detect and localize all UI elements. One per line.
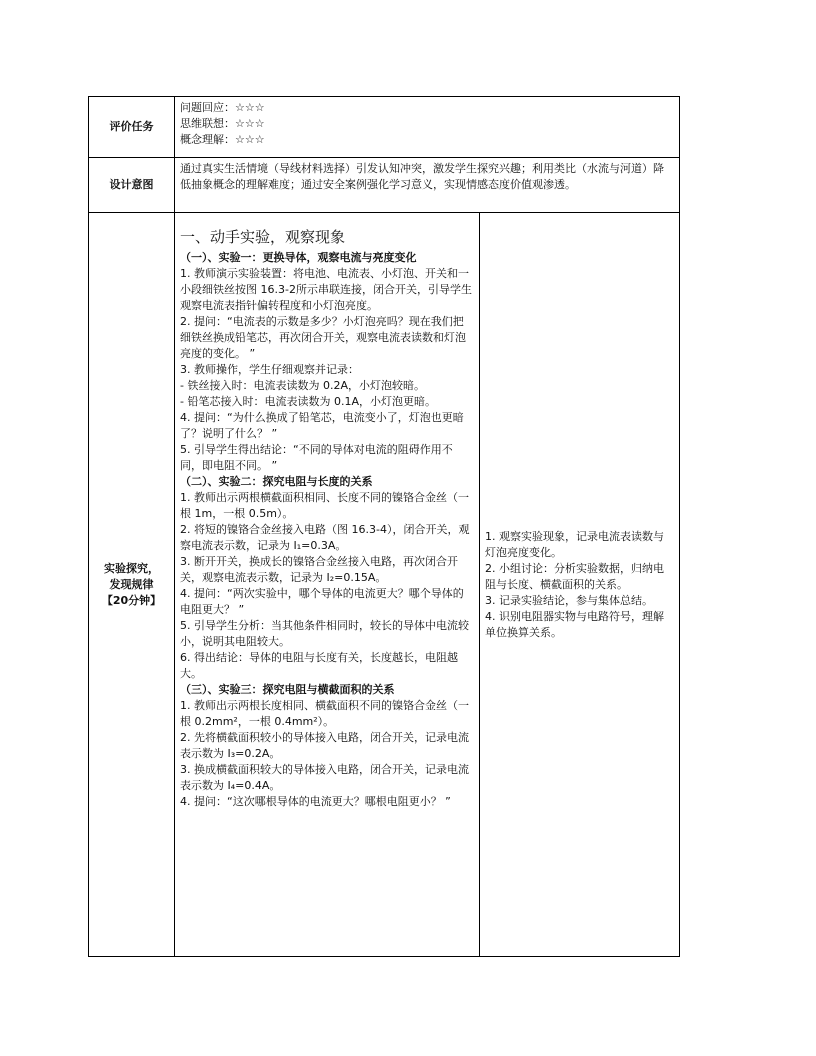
evaluation-item: 问题回应：☆☆☆	[180, 101, 265, 114]
experiment-duration: 【20分钟】	[101, 593, 162, 607]
teacher-activity-line: 4. 提问：“这次哪根导体的电流更大？哪根电阻更小？ ”	[180, 795, 451, 808]
lesson-plan-table	[88, 96, 680, 957]
design-intent-row	[89, 158, 680, 213]
teacher-activity-line: 5. 引导学生得出结论：“不同的导体对电流的阻碍作用不同，即电阻不同。 ”	[180, 443, 453, 472]
teacher-activity-line: 3. 换成横截面积较大的导体接入电路，闭合开关，记录电流表示数为 I₄=0.4A。	[180, 763, 469, 792]
teacher-activity-line: - 铅笔芯接入时：电流表读数为 0.1A，小灯泡更暗。	[180, 395, 436, 408]
evaluation-item: 思维联想：☆☆☆	[180, 117, 265, 130]
student-activity-line: 1. 观察实验现象，记录电流表读数与灯泡亮度变化。	[485, 529, 664, 559]
teacher-activity-line: 2. 先将横截面积较小的导体接入电路，闭合开关，记录电流表示数为 I₃=0.2A。	[180, 731, 469, 760]
teacher-activity-line: 6. 得出结论：导体的电阻与长度有关，长度越长，电阻越大。	[180, 651, 458, 680]
teacher-activity-line: 1. 教师演示实验装置：将电池、电流表、小灯泡、开关和一小段细铁丝按图 16.3-2所示串联连接，闭合开关，引导学生观察电流表指针偏转程度和小灯泡亮度。	[180, 267, 472, 312]
teacher-activities	[175, 213, 480, 957]
experiment-label	[89, 213, 175, 957]
experiment-subheading: （一）、实验一：更换导体，观察电流与亮度变化	[180, 251, 417, 264]
design-intent-text: 通过真实生活情境（导线材料选择）引发认知冲突，激发学生探究兴趣；利用类比（水流与河道）降低抽象概念的理解难度；通过安全案例强化学习意义，实现情感态度价值观渗透。	[175, 158, 680, 213]
student-activity-list	[485, 529, 674, 641]
teacher-activity-line: 1. 教师出示两根横截面积相同、长度不同的镍铬合金丝（一根 1m，一根 0.5m）。	[180, 491, 469, 520]
student-activity-line: 4. 识别电阻器实物与电路符号，理解单位换算关系。	[485, 609, 664, 639]
section-heading: 一、动手实验，观察现象	[180, 228, 346, 246]
design-intent-label: 设计意图	[89, 158, 175, 213]
teacher-activity-line: 1. 教师出示两根长度相同、横截面积不同的镍铬合金丝（一根 0.2mm²，一根 0.4mm²）。	[180, 699, 469, 728]
student-activity-line: 2. 小组讨论：分析实验数据，归纳电阻与长度、横截面积的关系。	[485, 561, 664, 591]
experiment-subheading: （三）、实验三：探究电阻与横截面积的关系	[180, 683, 395, 696]
evaluation-row	[89, 97, 680, 158]
experiment-label-line: 发现规律	[109, 577, 154, 591]
student-activity-line: 3. 记录实验结论，参与集体总结。	[485, 593, 653, 607]
experiment-row	[89, 213, 680, 957]
teacher-activity-line: 4. 提问：“两次实验中，哪个导体的电流更大？哪个导体的电阻更大？ ”	[180, 587, 464, 616]
evaluation-items	[175, 97, 680, 158]
teacher-activity-line: 3. 断开开关，换成长的镍铬合金丝接入电路，再次闭合开关，观察电流表示数，记录为 I₂=0.15A。	[180, 555, 458, 584]
teacher-activity-line: - 铁丝接入时：电流表读数为 0.2A，小灯泡较暗。	[180, 379, 425, 392]
experiment-subheading: （二）、实验二：探究电阻与长度的关系	[180, 475, 373, 488]
teacher-activity-line: 4. 提问：“为什么换成了铅笔芯，电流变小了，灯泡也更暗了？说明了什么？ ”	[180, 411, 464, 440]
teacher-activity-list	[180, 250, 474, 810]
student-activities	[480, 213, 680, 957]
teacher-activity-line: 2. 将短的镍铬合金丝接入电路（图 16.3-4），闭合开关，观察电流表示数，记录为 I₁=0.3A。	[180, 523, 470, 552]
teacher-activity-line: 5. 引导学生分析：当其他条件相同时，较长的导体中电流较小，说明其电阻较大。	[180, 619, 469, 648]
teacher-activity-line: 2. 提问：“电流表的示数是多少？小灯泡亮吗？现在我们把细铁丝换成铅笔芯，再次闭合开关，观察电流表读数和灯泡亮度的变化。 ”	[180, 315, 466, 360]
experiment-label-line: 实验探究，	[104, 561, 159, 575]
evaluation-label: 评价任务	[89, 97, 175, 158]
evaluation-item: 概念理解：☆☆☆	[180, 133, 265, 146]
teacher-activity-line: 3. 教师操作，学生仔细观察并记录：	[180, 363, 359, 376]
